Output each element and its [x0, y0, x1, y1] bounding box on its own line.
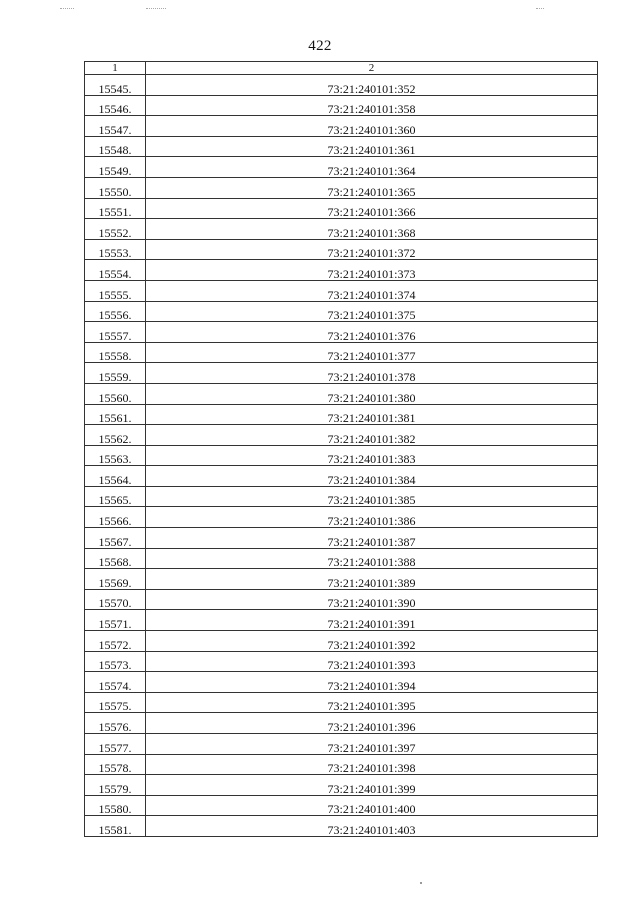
- cadastral-number-cell: 73:21:240101:361: [146, 136, 598, 157]
- table-row: [85, 507, 598, 528]
- cadastral-number-cell: 73:21:240101:382: [146, 425, 598, 446]
- cadastral-number-cell: 73:21:240101:378: [146, 363, 598, 384]
- cadastral-number-cell: 73:21:240101:373: [146, 260, 598, 281]
- scan-artifact: [60, 8, 74, 9]
- row-number-cell: 15548.: [85, 136, 146, 157]
- cadastral-number-cell: 73:21:240101:380: [146, 383, 598, 404]
- table-row: [85, 692, 598, 713]
- row-number-cell: 15573.: [85, 651, 146, 672]
- cadastral-number-cell: 73:21:240101:383: [146, 445, 598, 466]
- row-number-cell: 15547.: [85, 116, 146, 137]
- table-row: [85, 95, 598, 116]
- table-row: [85, 404, 598, 425]
- table-row: [85, 528, 598, 549]
- table-body: [85, 75, 598, 837]
- row-number-cell: 15577.: [85, 734, 146, 755]
- table-row: [85, 177, 598, 198]
- table-row: [85, 425, 598, 446]
- cadastral-number-cell: 73:21:240101:365: [146, 177, 598, 198]
- table-row: [85, 734, 598, 755]
- cadastral-number-cell: 73:21:240101:392: [146, 631, 598, 652]
- row-number-cell: 15552.: [85, 219, 146, 240]
- cadastral-number-cell: 73:21:240101:385: [146, 486, 598, 507]
- cadastral-number-cell: 73:21:240101:384: [146, 466, 598, 487]
- row-number-cell: 15565.: [85, 486, 146, 507]
- row-number-cell: 15545.: [85, 75, 146, 96]
- cadastral-number-cell: 73:21:240101:395: [146, 692, 598, 713]
- cadastral-number-cell: 73:21:240101:386: [146, 507, 598, 528]
- row-number-cell: 15557.: [85, 322, 146, 343]
- table-row: [85, 672, 598, 693]
- cadastral-number-cell: 73:21:240101:396: [146, 713, 598, 734]
- row-number-cell: 15580.: [85, 795, 146, 816]
- table-row: [85, 713, 598, 734]
- cadastral-number-cell: 73:21:240101:387: [146, 528, 598, 549]
- cadastral-number-cell: 73:21:240101:391: [146, 610, 598, 631]
- table-row: [85, 239, 598, 260]
- row-number-cell: 15568.: [85, 548, 146, 569]
- row-number-cell: 15554.: [85, 260, 146, 281]
- table-row: [85, 466, 598, 487]
- row-number-cell: 15572.: [85, 631, 146, 652]
- table-row: [85, 569, 598, 590]
- table-row: [85, 280, 598, 301]
- row-number-cell: 15576.: [85, 713, 146, 734]
- row-number-cell: 15574.: [85, 672, 146, 693]
- row-number-cell: 15563.: [85, 445, 146, 466]
- table-row: [85, 198, 598, 219]
- cadastral-number-cell: 73:21:240101:393: [146, 651, 598, 672]
- cadastral-number-cell: 73:21:240101:358: [146, 95, 598, 116]
- row-number-cell: 15569.: [85, 569, 146, 590]
- table-row: [85, 157, 598, 178]
- cadastral-number-cell: 73:21:240101:376: [146, 322, 598, 343]
- scan-artifact: [536, 8, 544, 9]
- row-number-cell: 15549.: [85, 157, 146, 178]
- row-number-cell: 15579.: [85, 775, 146, 796]
- row-number-cell: 15567.: [85, 528, 146, 549]
- cadastral-number-cell: 73:21:240101:399: [146, 775, 598, 796]
- row-number-cell: 15556.: [85, 301, 146, 322]
- column-header-cadastral-number: 2: [146, 62, 598, 75]
- cadastral-number-cell: 73:21:240101:394: [146, 672, 598, 693]
- cadastral-number-cell: 73:21:240101:390: [146, 589, 598, 610]
- row-number-cell: 15566.: [85, 507, 146, 528]
- table-row: [85, 775, 598, 796]
- table-row: [85, 75, 598, 96]
- table-header-row: [85, 62, 598, 75]
- row-number-cell: 15558.: [85, 342, 146, 363]
- row-number-cell: 15578.: [85, 754, 146, 775]
- table-row: [85, 116, 598, 137]
- table-row: [85, 631, 598, 652]
- cadastral-number-cell: 73:21:240101:366: [146, 198, 598, 219]
- table-row: [85, 589, 598, 610]
- row-number-cell: 15550.: [85, 177, 146, 198]
- cadastral-number-cell: 73:21:240101:388: [146, 548, 598, 569]
- scan-artifact: [146, 8, 166, 9]
- row-number-cell: 15561.: [85, 404, 146, 425]
- row-number-cell: 15551.: [85, 198, 146, 219]
- cadastral-number-cell: 73:21:240101:352: [146, 75, 598, 96]
- cadastral-number-cell: 73:21:240101:389: [146, 569, 598, 590]
- registry-table: [84, 61, 598, 837]
- cadastral-number-cell: 73:21:240101:398: [146, 754, 598, 775]
- row-number-cell: 15564.: [85, 466, 146, 487]
- row-number-cell: 15570.: [85, 589, 146, 610]
- cadastral-number-cell: 73:21:240101:374: [146, 280, 598, 301]
- row-number-cell: 15559.: [85, 363, 146, 384]
- row-number-cell: 15553.: [85, 239, 146, 260]
- cadastral-number-cell: 73:21:240101:397: [146, 734, 598, 755]
- cadastral-number-cell: 73:21:240101:372: [146, 239, 598, 260]
- table-row: [85, 610, 598, 631]
- table-row: [85, 816, 598, 837]
- cadastral-number-cell: 73:21:240101:377: [146, 342, 598, 363]
- cadastral-number-cell: 73:21:240101:381: [146, 404, 598, 425]
- table-row: [85, 754, 598, 775]
- row-number-cell: 15575.: [85, 692, 146, 713]
- row-number-cell: 15546.: [85, 95, 146, 116]
- column-header-number: 1: [85, 62, 146, 75]
- table-row: [85, 383, 598, 404]
- row-number-cell: 15562.: [85, 425, 146, 446]
- row-number-cell: 15581.: [85, 816, 146, 837]
- table-row: [85, 260, 598, 281]
- table-row: [85, 219, 598, 240]
- scan-artifact: [420, 882, 422, 884]
- table-row: [85, 342, 598, 363]
- page-number: 422: [308, 38, 332, 54]
- table-row: [85, 795, 598, 816]
- cadastral-number-cell: 73:21:240101:375: [146, 301, 598, 322]
- table-row: [85, 486, 598, 507]
- table-row: [85, 445, 598, 466]
- row-number-cell: 15555.: [85, 280, 146, 301]
- table-row: [85, 548, 598, 569]
- table-row: [85, 322, 598, 343]
- cadastral-number-cell: 73:21:240101:368: [146, 219, 598, 240]
- cadastral-number-cell: 73:21:240101:400: [146, 795, 598, 816]
- cadastral-number-cell: 73:21:240101:360: [146, 116, 598, 137]
- table-row: [85, 301, 598, 322]
- cadastral-number-cell: 73:21:240101:364: [146, 157, 598, 178]
- cadastral-number-cell: 73:21:240101:403: [146, 816, 598, 837]
- table-row: [85, 136, 598, 157]
- row-number-cell: 15560.: [85, 383, 146, 404]
- row-number-cell: 15571.: [85, 610, 146, 631]
- table-row: [85, 363, 598, 384]
- table-row: [85, 651, 598, 672]
